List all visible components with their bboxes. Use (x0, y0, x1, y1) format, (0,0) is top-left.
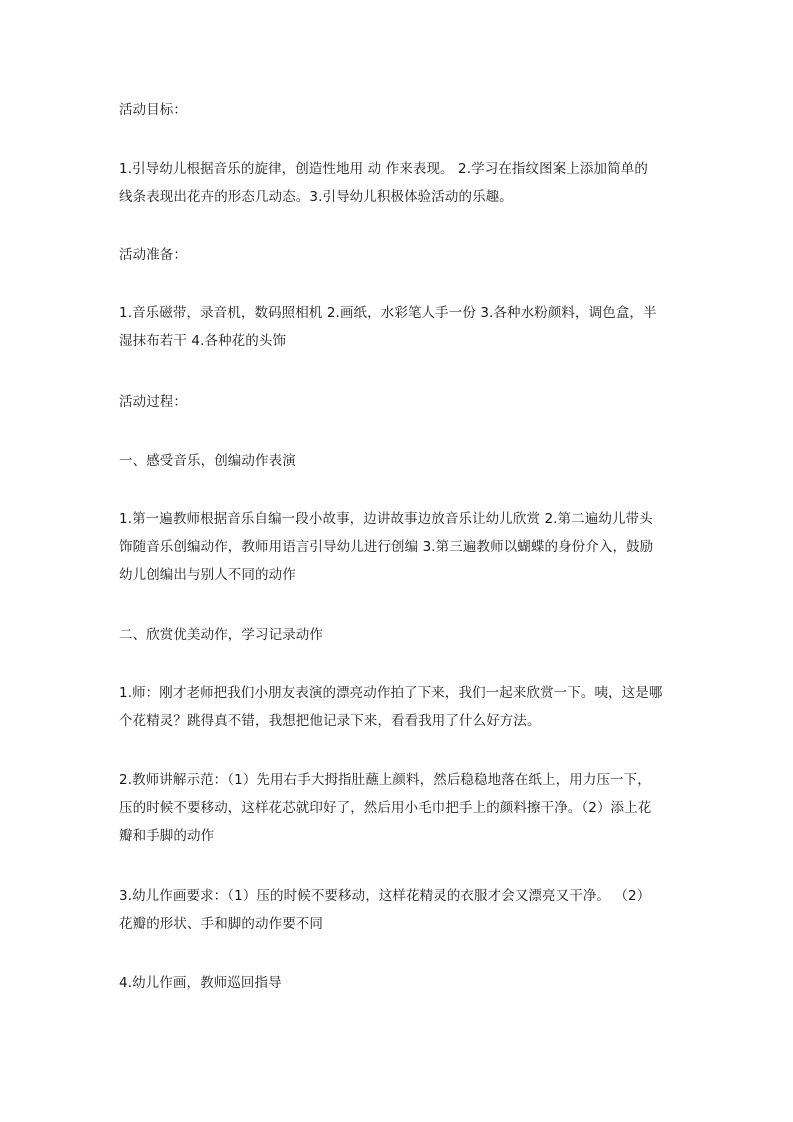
heading-activity-goals (119, 96, 679, 124)
paragraph-part-one (119, 505, 679, 589)
text-line: 1.第一遍教师根据音乐自编一段小故事，边讲故事边放音乐让幼儿欣赏 2.第二遍幼儿带头 (119, 511, 653, 527)
text-line: 活动准备： (119, 247, 187, 263)
text-line: 2.教师讲解示范：（1）先用右手大拇指肚蘸上颜料，然后稳稳地落在纸上，用力压一下， (119, 772, 651, 788)
text-line: 幼儿创编出与别人不同的动作 (119, 567, 296, 583)
text-line: 1.音乐磁带，录音机，数码照相机 2.画纸，水彩笔人手一份 3.各种水粉颜料，调色盒，半 (119, 305, 657, 321)
text-line: 4.幼儿作画，教师巡回指导 (119, 975, 282, 991)
text-line: 一、感受音乐，创编动作表演 (119, 453, 296, 469)
paragraph-step-2 (119, 766, 679, 850)
paragraph-goals (119, 155, 679, 211)
text-line: 1.引导幼儿根据音乐的旋律，创造性地用 动 作来表现。 2.学习在指纹图案上添加简单的 (119, 161, 648, 177)
text-line: 活动过程： (119, 394, 187, 410)
text-line: 压的时候不要移动，这样花芯就印好了，然后用小毛巾把手上的颜料擦干净。（2）添上花 (119, 800, 652, 816)
heading-activity-process (119, 388, 679, 416)
text-line: 3.幼儿作画要求：（1）压的时候不要移动，这样花精灵的衣服才会又漂亮又干净。 （2） (119, 888, 651, 904)
heading-part-two (119, 621, 679, 649)
paragraph-step-3 (119, 882, 679, 938)
text-line: 瓣和手脚的动作 (119, 828, 215, 844)
paragraph-step-4 (119, 969, 679, 997)
text-line: 个花精灵？跳得真不错，我想把他记录下来，看看我用了什么好方法。 (119, 713, 541, 729)
text-line: 花瓣的形状、手和脚的动作要不同 (119, 916, 323, 932)
text-line: 饰随音乐创编动作，教师用语言引导幼儿进行创编 3.第三遍教师以蝴蝶的身份介入，鼓励 (119, 539, 654, 555)
text-line: 活动目标： (119, 102, 187, 118)
text-line: 线条表现出花卉的形态几动态。3.引导幼儿积极体验活动的乐趣。 (119, 189, 513, 205)
heading-part-one (119, 447, 679, 475)
heading-activity-preparation (119, 241, 679, 269)
text-line: 湿抹布若干 4.各种花的头饰 (119, 333, 287, 349)
text-line: 1.师：刚才老师把我们小朋友表演的漂亮动作拍了下来，我们一起来欣赏一下。咦，这是哪 (119, 685, 663, 701)
paragraph-step-1 (119, 679, 679, 735)
text-line: 二、欣赏优美动作，学习记录动作 (119, 627, 323, 643)
paragraph-preparation (119, 299, 679, 355)
